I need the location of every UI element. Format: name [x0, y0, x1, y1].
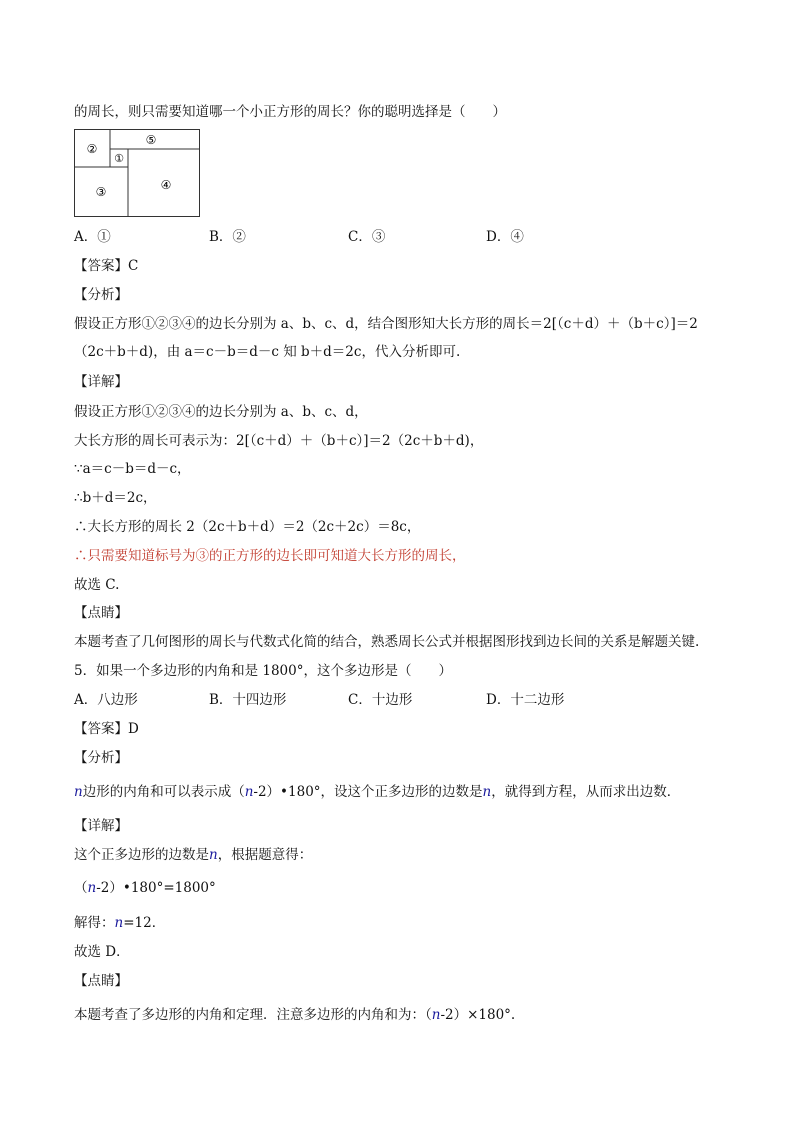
variable-n: n	[209, 847, 218, 863]
q4-analysis-line: （2c＋b＋d)，由 a＝c－b＝d－c 知 b＋d＝2c，代入分析即可.	[74, 344, 461, 360]
question-5-stem: 5．如果一个多边形的内角和是 1800°，这个多边形是（ ）	[74, 663, 452, 679]
squares-figure	[74, 129, 200, 217]
q4-analysis-line: 假设正方形①②③④的边长分别为 a、b、c、d，结合图形知大长方形的周长＝2[（c＋d）＋（b＋c）]＝2	[74, 316, 698, 332]
variable-n: n	[87, 880, 97, 896]
q4-answer: 【答案】C	[74, 258, 139, 274]
q4-option-d: D．④	[486, 229, 524, 245]
variable-n: n	[431, 1007, 441, 1023]
q4-detail-line: 大长方形的周长可表示为：2[（c＋d）＋（b＋c）]＝2（2c＋b＋d)，	[74, 433, 484, 449]
text-run: 本题考查了多边形的内角和定理．注意多边形的内角和为：（	[74, 1007, 432, 1023]
squares-figure-svg	[74, 129, 200, 217]
text-run: -2）×180°.	[440, 1007, 516, 1023]
q5-detail-line	[74, 879, 216, 897]
q5-detail-line	[74, 914, 165, 932]
text-run: ，就得到方程，从而求出边数．	[491, 784, 681, 800]
q4-comment: 本题考查了几何图形的周长与代数式化简的结合，熟悉周长公式并根据图形找到边长间的关系是解题关键.	[74, 634, 700, 650]
question-4-stem: 的周长，则只需要知道哪一个小正方形的周长？你的聪明选择是（ ）	[74, 104, 506, 120]
q4-detail-line: ∵a＝c－b＝d－c，	[74, 461, 191, 477]
square-3-label: ③	[95, 185, 107, 199]
variable-n: n	[114, 915, 124, 931]
square-5-label: ⑤	[145, 133, 157, 147]
q4-option-a: A．①	[74, 229, 111, 245]
q4-detail-line: ∴b＋d＝2c，	[74, 490, 157, 506]
text-run: ，根据题意得：	[217, 847, 313, 863]
q4-analysis-heading: 【分析】	[74, 287, 128, 303]
q5-option-c: C．十边形	[348, 692, 413, 708]
q5-comment-heading: 【点睛】	[74, 973, 128, 989]
square-4-label: ④	[160, 178, 172, 192]
q4-detail-line: 假设正方形①②③④的边长分别为 a、b、c、d，	[74, 404, 368, 420]
q5-option-b: B．十四边形	[209, 692, 287, 708]
q4-detail-line-highlight: ∴只需要知道标号为③的正方形的边长即可知道大长方形的周长，	[74, 548, 466, 564]
q5-detail-heading: 【详解】	[74, 818, 128, 834]
text-run: 这个正多边形的边数是	[74, 847, 209, 863]
text-run: （	[74, 880, 88, 896]
q5-option-a: A．八边形	[74, 692, 138, 708]
text-run: 解得：	[74, 915, 115, 931]
text-run: 边形的内角和可以表示成（	[82, 784, 245, 800]
q4-detail-line: 故选 C.	[74, 577, 120, 593]
q5-detail-line: 故选 D．	[74, 944, 130, 960]
text-run: -2）•180°=1800°	[96, 880, 216, 896]
square-1-label: ①	[114, 152, 124, 165]
q5-comment	[74, 1006, 515, 1024]
variable-n: n	[244, 784, 254, 800]
text-run: =12．	[123, 915, 166, 931]
variable-n: n	[74, 784, 83, 800]
q5-analysis-line	[74, 783, 680, 801]
variable-n: n	[482, 784, 492, 800]
q4-detail-heading: 【详解】	[74, 374, 128, 390]
square-2-label: ②	[86, 142, 98, 156]
q4-detail-line: ∴大长方形的周长 2（2c＋b＋d）＝2（2c＋2c）＝8c，	[74, 519, 421, 535]
q5-option-d: D．十二边形	[486, 692, 565, 708]
q4-comment-heading: 【点睛】	[74, 605, 128, 621]
text-run: -2）•180°，设这个正多边形的边数是	[253, 784, 483, 800]
q4-option-c: C．③	[348, 229, 386, 245]
q5-answer: 【答案】D	[74, 721, 139, 737]
q5-analysis-heading: 【分析】	[74, 750, 128, 766]
q5-detail-line	[74, 846, 312, 864]
q4-option-b: B．②	[209, 229, 246, 245]
